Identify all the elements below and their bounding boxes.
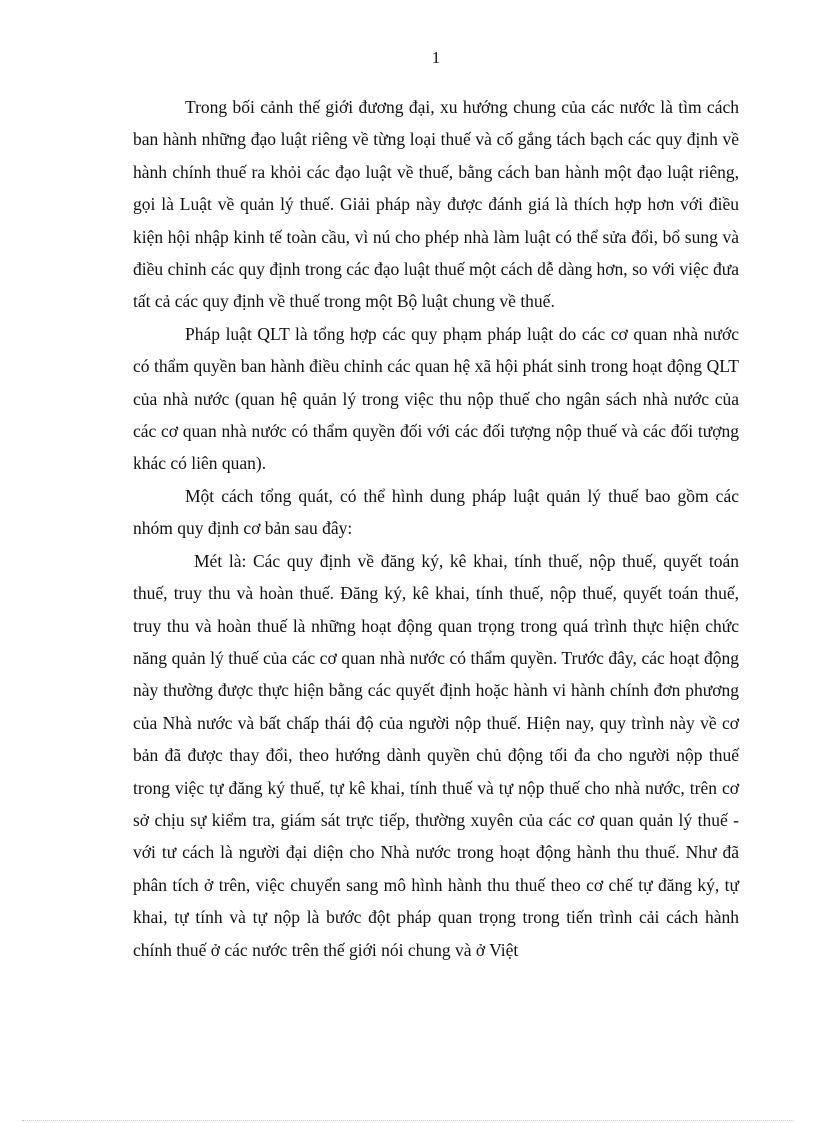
page-number: 1 — [431, 48, 441, 67]
paragraph-first-group: Mét là: Các quy định về đăng ký, kê khai, tính thuế, nộp thuế, quyết toán thuế, truy thu và hoàn thuế. Đăng ký, kê khai, tính thuế, nộp thuế, quyết toán thuế, truy thu và hoàn thuế là những hoạt động quan trọng trong quá trình thực hiện chức năng quản lý thuế của các cơ quan nhà nước có thẩm quyền. Trước đây, các hoạt động này thường được thực hiện bằng các quyết định hoặc hành vi hành chính đơn phương của Nhà nước và bất chấp thái độ của người nộp thuế. Hiện nay, quy trình này về cơ bản đã được thay đổi, theo hướng dành quyền chủ động tối đa cho người nộp thuế trong việc tự đăng ký thuế, tự kê khai, tính thuế và tự nộp thuế cho nhà nước, trên cơ sở chịu sự kiểm tra, giám sát trực tiếp, thường xuyên của các cơ quan quản lý thuế - với tư cách là người đại diện cho Nhà nước trong hoạt động hành thu thuế. Như đã phân tích ở trên, việc chuyển sang mô hình hành thu thuế theo cơ chế tự đăng ký, tự khai, tự tính và tự nộp là bước đột pháp quan trọng trong tiến trình cải cách hành chính thuế ở các nước trên thế giới nói chung và ở Việt — [133, 550, 739, 960]
paragraph-overview: Một cách tổng quát, có thể hình dung pháp luật quản lý thuế bao gồm các nhóm quy định cơ bản sau đây: — [133, 485, 739, 539]
paragraph-tax-law-trend: Trong bối cảnh thế giới đương đại, xu hướng chung của các nước là tìm cách ban hành những đạo luật riêng về từng loại thuế và cố gắng tách bạch các quy định về hành chính thuế ra khỏi các đạo luật về thuế, bằng cách ban hành một đạo luật riêng, gọi là Luật về quản lý thuế. Giải pháp này được đánh giá là thích hợp hơn với điều kiện hội nhập kinh tế toàn cầu, vì nú cho phép nhà làm luật có thể sửa đổi, bổ sung và điều chỉnh các quy định trong các đạo luật thuế một cách dễ dàng hơn, so với việc đưa tất cả các quy định về thuế trong một Bộ luật chung về thuế. — [133, 97, 739, 312]
document-body — [133, 91, 739, 966]
paragraph-qlt-definition: Pháp luật QLT là tổng hợp các quy phạm pháp luật do các cơ quan nhà nước có thẩm quyền ban hành điều chỉnh các quan hệ xã hội phát sinh trong hoạt động QLT của nhà nước (quan hệ quản lý trong việc thu nộp thuế cho ngân sách nhà nước của các cơ quan nhà nước có thẩm quyền đối với các đối tượng nộp thuế và các đối tượng khác có liên quan). — [133, 323, 739, 474]
page-bottom-divider — [22, 1120, 794, 1121]
